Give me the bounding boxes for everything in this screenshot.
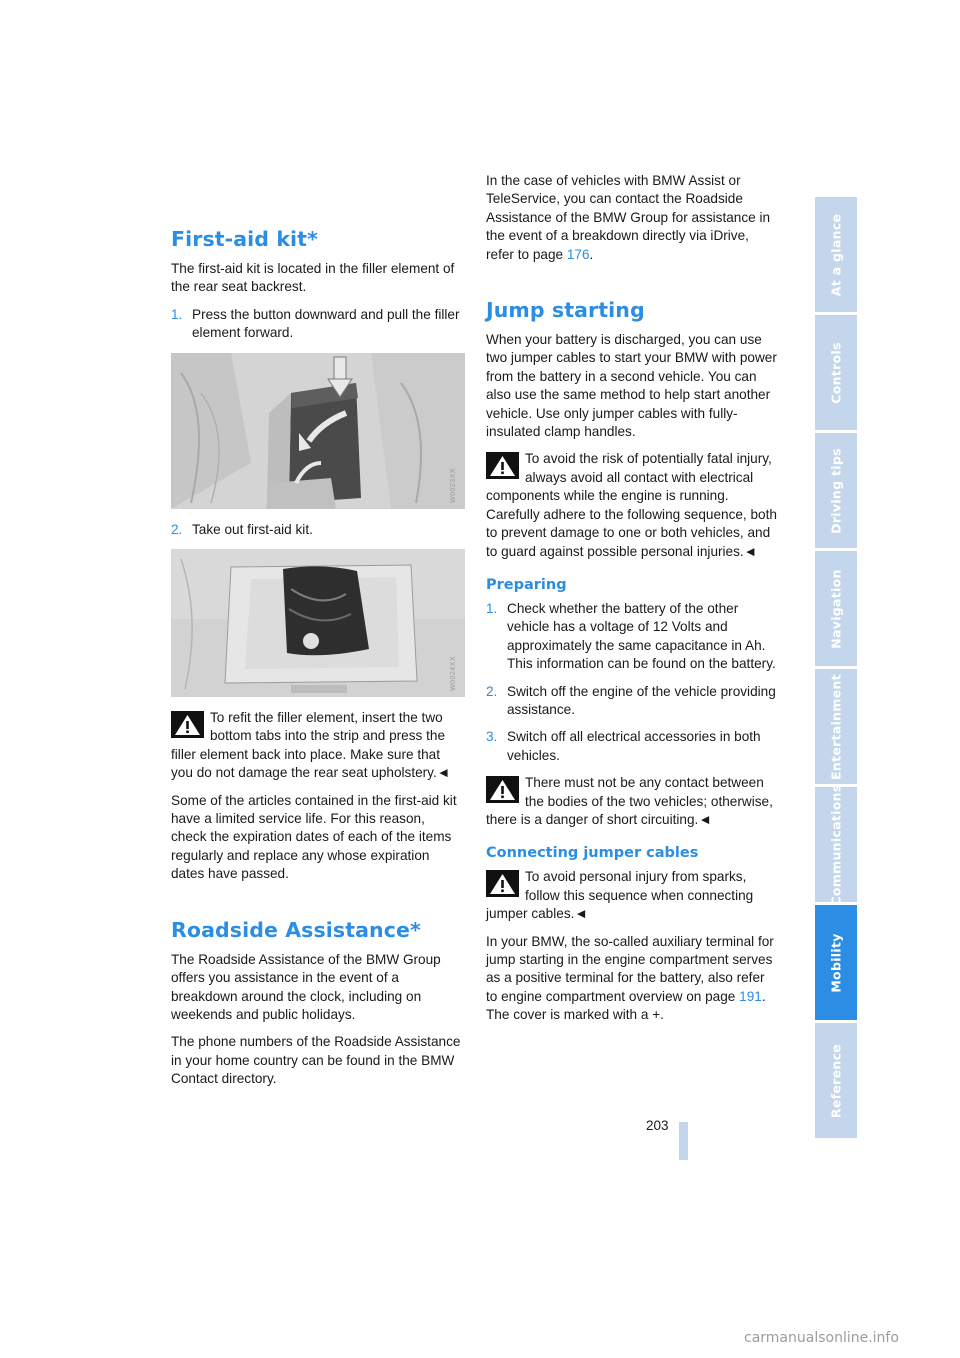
text-span: In the case of vehicles with BMW Assist or TeleService, you can contact the Roadside Assistance of the BMW Group for assistance in the event of a breakdown directly via iDrive, refer to page xyxy=(486,173,771,262)
page-marker-bar xyxy=(679,1122,688,1160)
tab-label: Driving tips xyxy=(828,447,844,534)
step-text: Switch off the engine of the vehicle providing assistance. xyxy=(507,683,776,717)
tab-label: At a glance xyxy=(828,213,844,296)
heading-roadside-assistance: Roadside Assistance* xyxy=(171,917,421,942)
warning-fatal-injury xyxy=(486,450,778,560)
warning-text: There must not be any contact between the bodies of the two vehicles; otherwise, there is a danger of short circuiting.◄ xyxy=(486,775,773,827)
tab-driving-tips[interactable] xyxy=(815,433,857,551)
warning-triangle-icon xyxy=(171,711,204,738)
paragraph-service-life: Some of the articles contained in the first-aid kit have a limited service life. For this reason, check the expiration dates of each of the items regularly and replace any whose expiration dates have passed. xyxy=(171,792,457,882)
watermark-text: carmanualsonline.info xyxy=(744,1330,899,1346)
tab-navigation[interactable] xyxy=(815,551,857,669)
list-item-prep-3 xyxy=(486,728,778,765)
tab-label: Communications xyxy=(828,783,844,906)
page-link-191[interactable]: 191 xyxy=(739,988,762,1004)
tab-at-a-glance[interactable] xyxy=(815,197,857,315)
figure-code: W0024XX xyxy=(449,656,457,692)
tab-label: Navigation xyxy=(828,568,844,649)
warning-triangle-icon xyxy=(486,452,519,479)
step-number: 1. xyxy=(486,600,498,616)
step-text: Take out first-aid kit. xyxy=(192,521,313,537)
paragraph-roadside-1: The Roadside Assistance of the BMW Group offers you assistance in the event of a breakdown around the clock, including on weekends and public holidays. xyxy=(171,951,441,1022)
warning-text: To avoid personal injury from sparks, follow this sequence when connecting jumper cables.◄ xyxy=(486,869,754,922)
warning-short-circuit xyxy=(486,774,778,829)
tab-entertainment[interactable] xyxy=(815,669,857,787)
list-item-step-1 xyxy=(171,306,463,343)
warning-triangle-icon xyxy=(486,776,519,803)
tab-mobility[interactable] xyxy=(815,905,857,1023)
paragraph-jump-starting: When your battery is discharged, you can use two jumper cables to start your BMW with power from the battery in a second vehicle. You can also use the same method to help start another vehicle. Use only jumper cables with fully-insulated clamp handles. xyxy=(486,332,777,440)
step-text: Switch off all electrical accessories in both vehicles. xyxy=(507,729,761,763)
chapter-tabs xyxy=(815,197,857,1141)
first-aid-kit-illustration xyxy=(171,549,465,697)
paragraph-auxiliary-terminal xyxy=(486,933,778,1025)
tab-label: Entertainment xyxy=(828,673,844,780)
step-number: 3. xyxy=(486,729,498,745)
step-number: 2. xyxy=(486,683,498,699)
page-link-176[interactable]: 176 xyxy=(566,246,590,262)
right-column xyxy=(486,172,778,1034)
step-text: Press the button downward and pull the filler element forward. xyxy=(192,306,460,341)
paragraph-teleservice xyxy=(486,172,778,264)
list-item-prep-2 xyxy=(486,683,778,720)
warning-sparks xyxy=(486,868,778,923)
step-text: Check whether the battery of the other vehicle has a voltage of 12 Volts and approximately the same capacitance in Ah. This information can be found on the battery. xyxy=(507,600,776,672)
text-span: In your BMW, the so-called auxiliary terminal for jump starting in the engine compartment serves as a positive terminal for the battery, also refer to engine compartment overview on page xyxy=(486,933,774,1004)
warning-text: To refit the filler element, insert the two bottom tabs into the strip and press the filler element back into place. Make sure that you do not damage the rear seat upholstery.◄ xyxy=(171,710,451,781)
paragraph-roadside-2: The phone numbers of the Roadside Assistance in your home country can be found in the BMW Contact directory. xyxy=(171,1034,461,1087)
warning-refit-filler xyxy=(171,709,463,783)
heading-connecting-jumper-cables: Connecting jumper cables xyxy=(486,845,699,862)
tab-label: Reference xyxy=(828,1043,844,1118)
paragraph-first-aid-location: The first-aid kit is located in the filler element of the rear seat backrest. xyxy=(171,261,455,295)
figure-first-aid-kit xyxy=(171,549,465,697)
list-item-prep-1 xyxy=(486,600,778,674)
tab-label: Mobility xyxy=(828,932,844,993)
list-item-step-2 xyxy=(171,521,463,539)
page-number: 203 xyxy=(646,1118,669,1133)
tab-controls[interactable] xyxy=(815,315,857,433)
text-span: . The cover is marked with a +. xyxy=(486,988,766,1023)
heading-first-aid-kit: First-aid kit* xyxy=(171,227,318,251)
heading-preparing: Preparing xyxy=(486,576,567,593)
tab-communications[interactable] xyxy=(815,783,857,906)
tab-label: Controls xyxy=(828,341,844,404)
figure-code: W0023XX xyxy=(449,467,457,503)
left-column xyxy=(171,226,463,1098)
warning-text: To avoid the risk of potentially fatal injury, always avoid all contact with electrical components while the engine is running. Carefully adhere to the following sequence, both to prevent damage to one or both vehicles, and to guard against possible personal injuries.◄ xyxy=(486,451,777,559)
text-span: . xyxy=(589,246,594,262)
step-number: 1. xyxy=(171,306,183,322)
step-number: 2. xyxy=(171,521,183,537)
heading-jump-starting: Jump starting xyxy=(486,298,645,323)
warning-triangle-icon xyxy=(486,870,519,897)
tab-reference[interactable] xyxy=(815,1023,857,1141)
filler-element-illustration xyxy=(171,353,465,509)
figure-filler-element xyxy=(171,353,465,509)
